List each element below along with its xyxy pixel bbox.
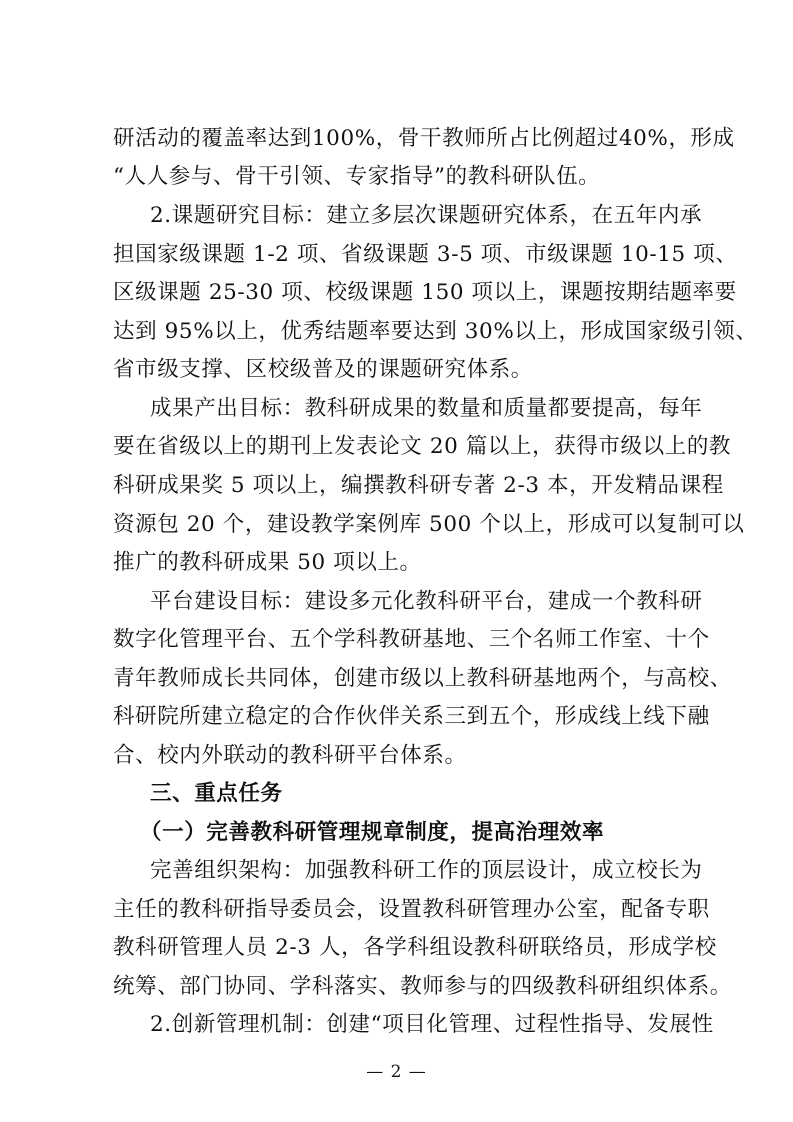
text-line: 省市级支撑、区校级普及的课题研究体系。 [113, 357, 533, 382]
text-line: 担国家级课题 1-2 项、省级课题 3-5 项、市级课题 10-15 项、 [113, 242, 738, 267]
section-heading: 三、重点任务 [150, 781, 283, 806]
text-line: 合、校内外联动的教科研平台体系。 [113, 743, 467, 768]
text-line: 科研院所建立稳定的合作伙伴关系三到五个，形成线上线下融 [113, 704, 710, 729]
text-line: 主任的教科研指导委员会，设置教科研管理办公室，配备专职 [113, 897, 710, 922]
subsection-heading: （一）完善教科研管理规章制度，提高治理效率 [140, 820, 605, 845]
text-line: 要在省级以上的期刊上发表论文 20 篇以上，获得市级以上的教 [113, 434, 732, 459]
text-line: 达到 95%以上，优秀结题率要达到 30%以上，形成国家级引领、 [113, 319, 758, 344]
text-line: “人人参与、骨干引领、专家指导”的教科研队伍。 [113, 164, 601, 189]
text-line: 完善组织架构：加强教科研工作的顶层设计，成立校长为 [150, 858, 703, 883]
page-number: — 2 — [366, 1062, 427, 1082]
text-line: 平台建设目标：建设多元化教科研平台，建成一个教科研 [150, 589, 703, 614]
text-line: 2.课题研究目标：建立多层次课题研究体系，在五年内承 [150, 203, 703, 228]
text-line: 统筹、部门协同、学科落实、教师参与的四级教科研组织体系。 [113, 974, 732, 999]
text-line: 2.创新管理机制：创建“项目化管理、过程性指导、发展性 [150, 1012, 714, 1037]
text-line: 区级课题 25-30 项、校级课题 150 项以上，课题按期结题率要 [113, 280, 737, 305]
text-line: 科研成果奖 5 项以上，编撰教科研专著 2-3 本，开发精品课程 [113, 473, 724, 498]
text-line: 数字化管理平台、五个学科教研基地、三个名师工作室、十个 [113, 627, 710, 652]
text-line: 青年教师成长共同体，创建市级以上教科研基地两个，与高校、 [113, 666, 732, 691]
text-line: 成果产出目标：教科研成果的数量和质量都要提高，每年 [150, 396, 703, 421]
text-line: 教科研管理人员 2-3 人，各学科组设教科研联络员，形成学校 [113, 935, 717, 960]
text-line: 推广的教科研成果 50 项以上。 [113, 550, 422, 575]
text-line: 研活动的覆盖率达到100%，骨干教师所占比例超过40%，形成 [113, 126, 735, 151]
text-line: 资源包 20 个，建设教学案例库 500 个以上，形成可以复制可以 [113, 512, 745, 537]
